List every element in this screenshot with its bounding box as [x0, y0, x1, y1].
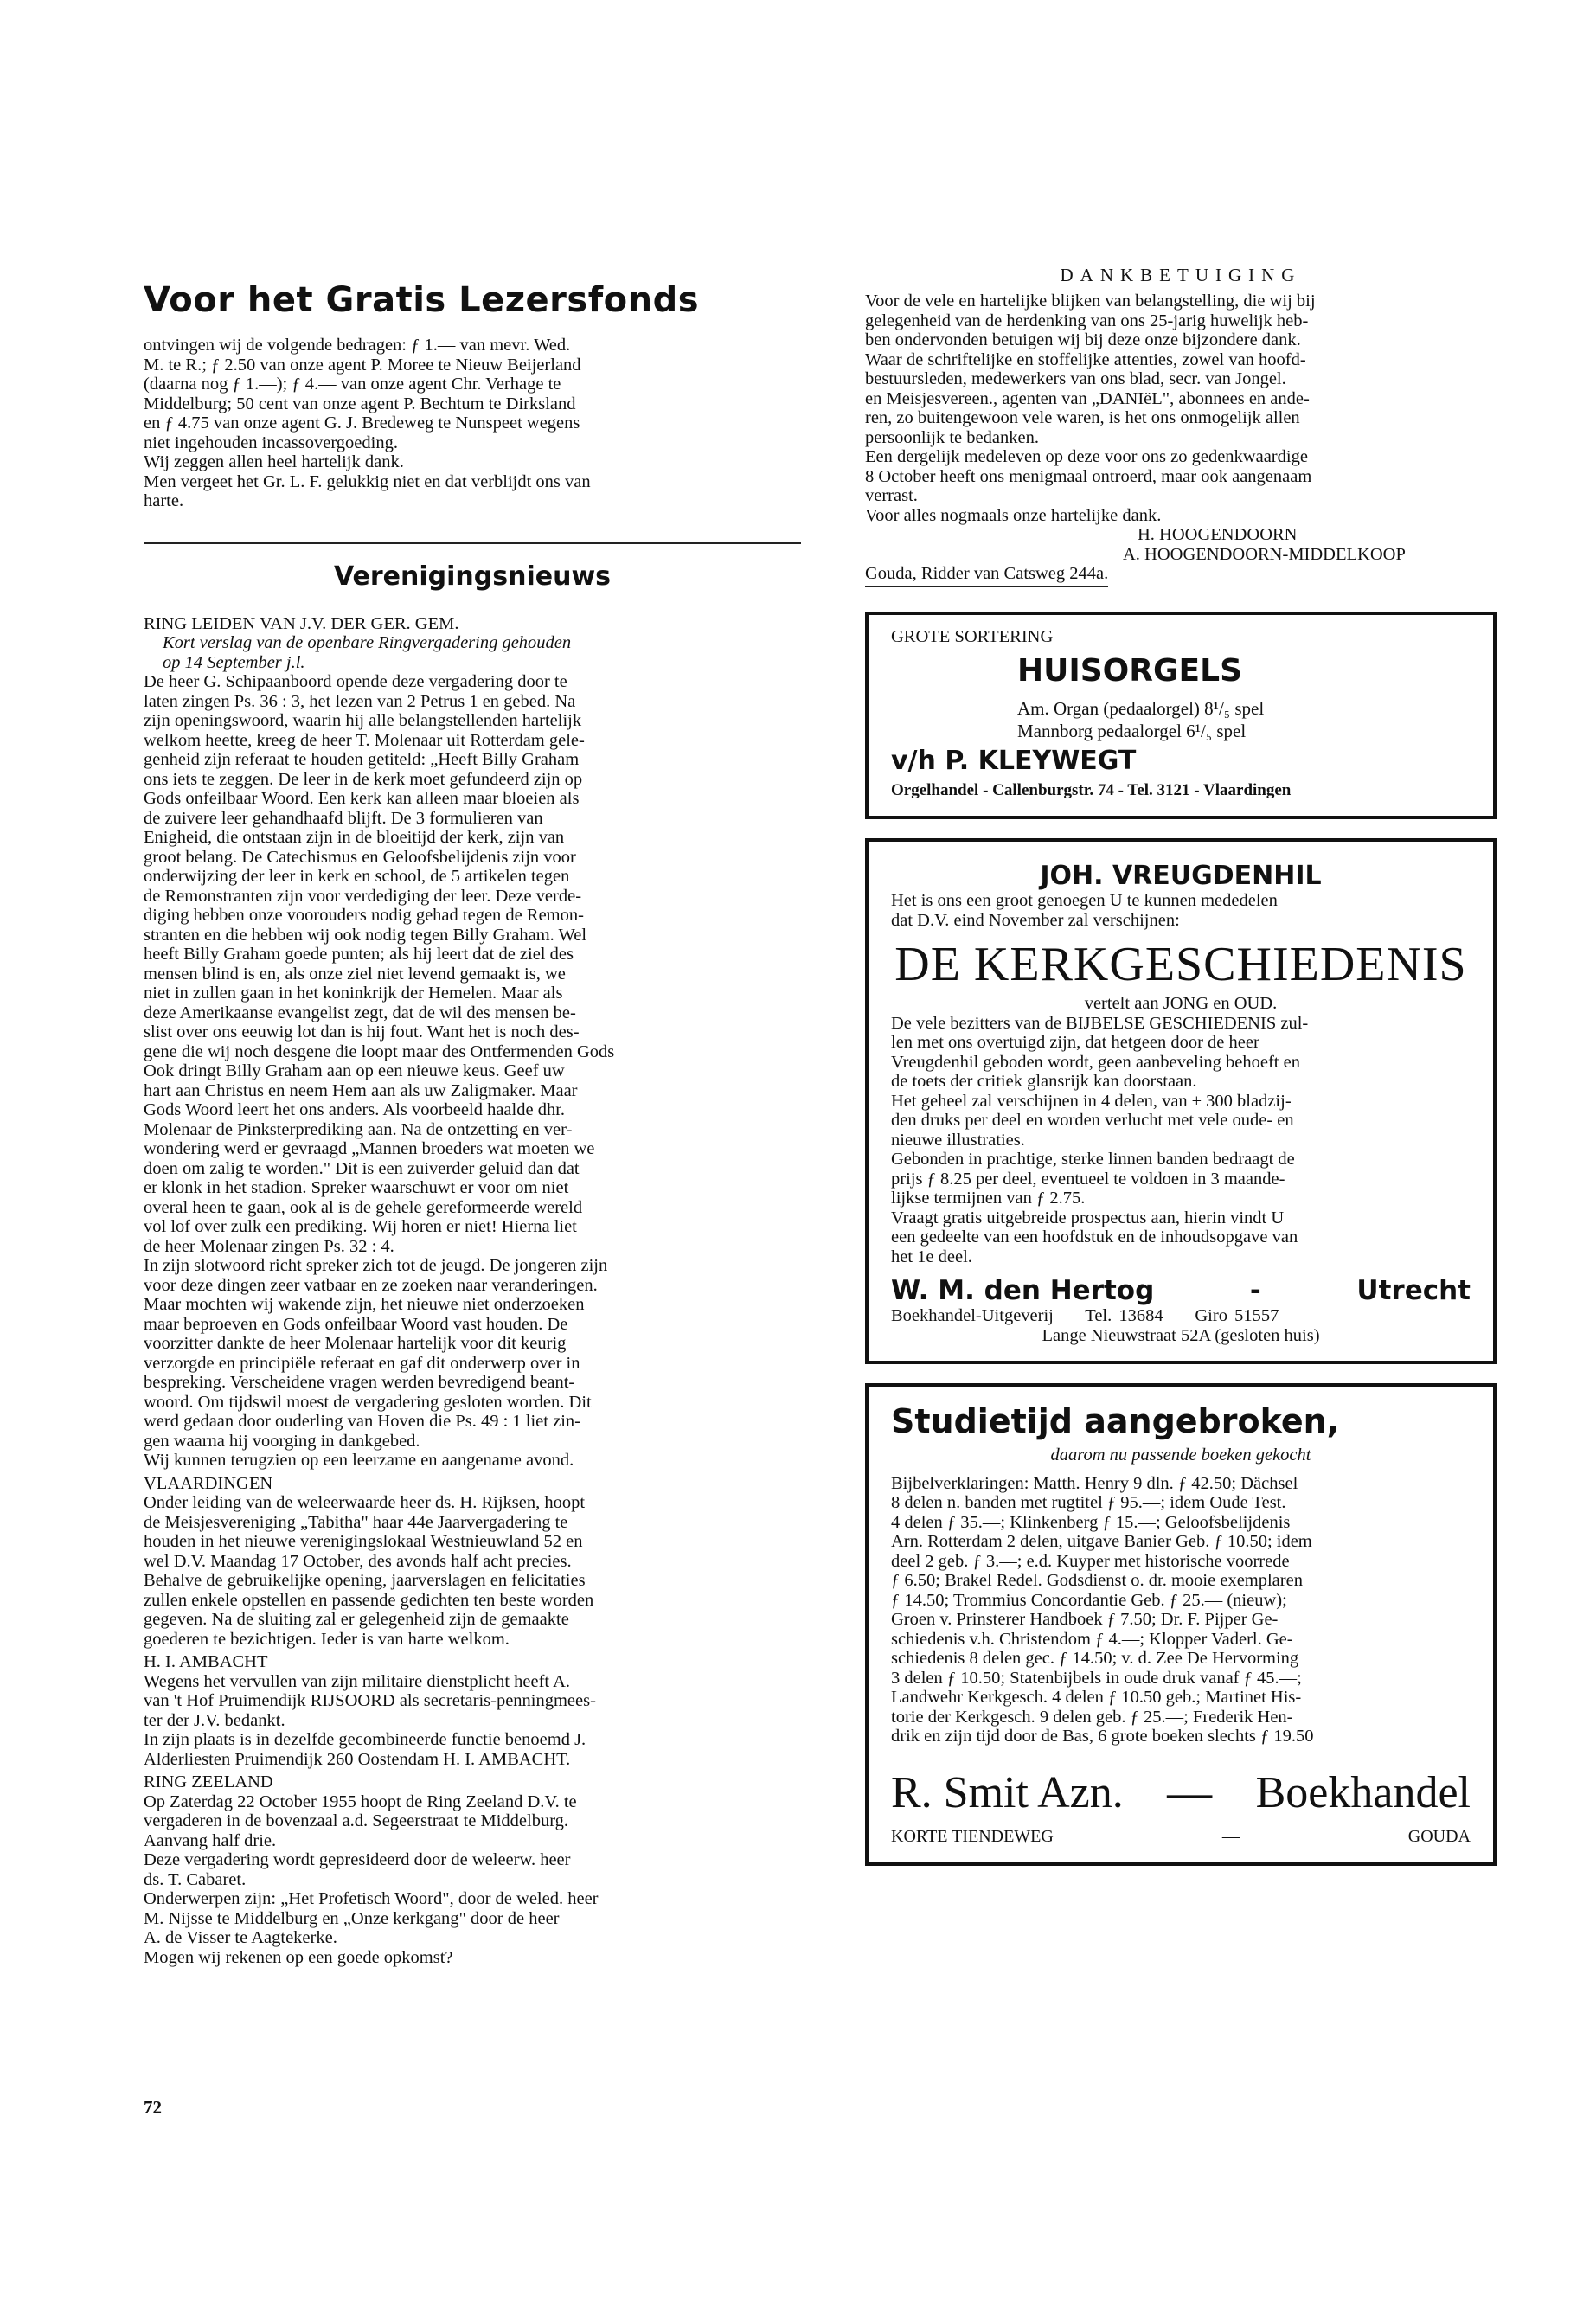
ad-address-row: [891, 1827, 1471, 1847]
text-line: 8 delen n. banden met rugtitel ƒ 95.—; idem Oude Test.: [891, 1493, 1286, 1512]
text-line: deze Amerikaanse evangelist zegt, dat de wil des mensen be-: [144, 1003, 576, 1022]
text-line: M. Nijsse te Middelburg en „Onze kerkgang" door de heer: [144, 1908, 560, 1928]
text-line: overal heen te gaan, ook al is de gehele gereformeerde wereld: [144, 1197, 583, 1217]
ad-item: Am. Organ (pedaalorgel) 8¹/₅ spel: [1017, 698, 1265, 719]
ad-body: [891, 1474, 1471, 1747]
text-line: doen om zalig te worden." Dit is een zuiverder geluid dan dat: [144, 1158, 580, 1178]
text-line: Behalve de gebruikelijke opening, jaarverslagen en felicitaties: [144, 1571, 586, 1590]
text-line: dat D.V. eind November zal verschijnen:: [891, 910, 1180, 930]
text-line: voor deze dingen zeer vatbaar en ze zoeken naar veranderingen.: [144, 1275, 598, 1295]
section-heading: H. I. AMBACHT: [144, 1652, 268, 1671]
text-line: A. de Visser te Aagtekerke.: [144, 1928, 337, 1947]
ring-leiden-section: [144, 614, 801, 1471]
text-line: (daarna nog ƒ 1.—); ƒ 4.— van onze agent Chr. Verhage te: [144, 375, 561, 394]
text-line: deel 2 geb. ƒ 3.—; e.d. Kuyper met historische voorrede: [891, 1551, 1290, 1571]
text-line: en Meisjesvereen., agenten van „DANIëL", abonnees en ande-: [865, 388, 1310, 408]
text-line: heeft Billy Graham goede punten; als hij leert dat de ziel des: [144, 945, 574, 964]
ad-title: DE KERKGESCHIEDENIS: [894, 938, 1467, 991]
ad-address: Orgelhandel - Callenburgstr. 74 - Tel. 3121 - Vlaardingen: [891, 781, 1292, 799]
signature: A. HOOGENDOORN-MIDDELKOOP: [1123, 544, 1406, 564]
text-line: Alderliesten Pruimendijk 260 Oostendam H. I. AMBACHT.: [144, 1749, 571, 1769]
text-line: drik en zijn tijd door de Bas, 6 grote boeken slechts ƒ 19.50: [891, 1727, 1314, 1746]
text-line: niet ingehouden incassovergoeding.: [144, 433, 398, 452]
left-column: [144, 260, 801, 1967]
text-line: 8 October heeft ons menigmaal ontroerd, maar ook aangenaam: [865, 466, 1312, 486]
text-line: gegeven. Na de sluiting zal er gelegenheid zijn de gemaakte: [144, 1610, 569, 1629]
text-line: hart aan Christus en neem Hem aan als uw Zaligmaker. Maar: [144, 1080, 578, 1100]
text-line: ontvingen wij de volgende bedragen: ƒ 1.— van mevr. Wed.: [144, 336, 571, 355]
text-line: Voor alles nogmaals onze hartelijke dank.: [865, 505, 1162, 525]
text-line: Enigheid, die ontstaan zijn in de bloeitijd der kerk, zijn van: [144, 828, 565, 847]
text-line: Wij kunnen terugzien op een leerzame en aangename avond.: [144, 1451, 574, 1470]
text-line: M. te R.; ƒ 2.50 van onze agent P. Moree te Nieuw Beijerland: [144, 355, 581, 375]
text-line: harte.: [144, 491, 184, 510]
dankbetuiging-title: DANKBETUIGING: [1060, 265, 1302, 285]
text-line: groot belang. De Catechismus en Geloofsbelijdenis zijn voor: [144, 847, 576, 867]
ad-street: KORTE TIENDEWEG: [891, 1826, 1054, 1846]
ad-dash: -: [1249, 1275, 1261, 1306]
text-line: Vraagt gratis uitgebreide prospectus aan, hierin vindt U: [891, 1208, 1285, 1227]
text-line: werd gedaan door ouderling van Hoven die Ps. 49 : 1 liet zin-: [144, 1412, 580, 1431]
ad-studietijd: [865, 1383, 1497, 1866]
text-line: schiedenis v.h. Christendom ƒ 4.—; Klopper Vaderl. Ge-: [891, 1629, 1293, 1649]
ad-city: Utrecht: [1356, 1275, 1471, 1306]
text-line: In zijn slotwoord richt spreker zich tot de jeugd. De jongeren zijn: [144, 1256, 608, 1275]
text-line: het 1e deel.: [891, 1247, 972, 1266]
text-line: De vele bezitters van de BIJBELSE GESCHIEDENIS zul-: [891, 1013, 1309, 1033]
text-line: verzorgde en principiële referaat en gaf dit onderwerp over in: [144, 1353, 580, 1373]
section-heading: VLAARDINGEN: [144, 1473, 273, 1493]
text-line: Deze vergadering wordt gepresideerd door de weleerw. heer: [144, 1850, 571, 1869]
text-line: de Meisjesvereniging „Tabitha" haar 44e Jaarvergadering te: [144, 1512, 568, 1532]
ad-item: Mannborg pedaalorgel 6¹/₅ spel: [1017, 721, 1247, 741]
text-line: Wegens het vervullen van zijn militaire dienstplicht heeft A.: [144, 1671, 571, 1691]
text-line: vergaderen in de bovenzaal a.d. Segeerstraat te Middelburg.: [144, 1811, 569, 1830]
text-line: Aanvang half drie.: [144, 1830, 277, 1850]
text-line: een gedeelte van een hoofdstuk en de inhoudsopgave van: [891, 1227, 1298, 1247]
text-line: Mogen wij rekenen op een goede opkomst?: [144, 1947, 453, 1967]
text-line: Bijbelverklaringen: Matth. Henry 9 dln. ƒ 42.50; Dächsel: [891, 1473, 1298, 1493]
text-line: ons iets te zeggen. De leer in de kerk moet gefundeerd zijn op: [144, 769, 583, 789]
verenigingsnieuws-title: Verenigingsnieuws: [333, 561, 612, 592]
hi-ambacht-section: [144, 1652, 801, 1769]
text-line: In zijn plaats is in dezelfde gecombineerde functie benoemd J.: [144, 1730, 586, 1749]
text-line: van 't Hof Pruimendijk RIJSOORD als secretaris-penningmees-: [144, 1691, 596, 1710]
text-line: wondering werd er gevraagd „Mannen broeders wat moeten we: [144, 1139, 595, 1158]
text-line: houden in het nieuwe verenigingslokaal Westnieuwland 52 en: [144, 1532, 583, 1551]
hi-ambacht-body: [144, 1672, 801, 1770]
text-line: er klonk in het stadion. Spreker waarschuwt er voor om niet: [144, 1178, 569, 1197]
text-line: wel D.V. Maandag 17 October, des avonds half acht precies.: [144, 1551, 572, 1571]
text-line: vol lof over zulk een prediking. Wij horen er niet! Hierna liet: [144, 1217, 577, 1236]
text-line: Waar de schriftelijke en stoffelijke attenties, zowel van hoofd-: [865, 349, 1306, 369]
text-line: goederen te bezichtigen. Ieder is van harte welkom.: [144, 1629, 510, 1649]
text-line: Middelburg; 50 cent van onze agent P. Bechtum te Dirksland: [144, 394, 576, 413]
text-line: de heer Molenaar zingen Ps. 32 : 4.: [144, 1236, 394, 1256]
dankbetuiging-address: Gouda, Ridder van Catsweg 244a.: [865, 564, 1108, 587]
text-line: Voor de vele en hartelijke blijken van belangstelling, die wij bij: [865, 292, 1316, 311]
ad-contact: Boekhandel-Uitgeverij — Tel. 13684 — Giro 51557: [891, 1306, 1279, 1325]
signature: H. HOOGENDOORN: [1138, 525, 1298, 544]
text-line: laten zingen Ps. 36 : 3, het lezen van 2 Petrus 1 en gebed. Na: [144, 691, 576, 711]
text-line: Maar mochten wij wakende zijn, het nieuwe niet onderzoeken: [144, 1295, 585, 1314]
text-line: zijn openingswoord, waarin hij alle belangstellenden hartelijk: [144, 711, 582, 730]
text-line: Vreugdenhil geboden wordt, geen aanbeveling behoeft en: [891, 1052, 1300, 1072]
text-line: Onder leiding van de weleerwaarde heer ds. H. Rijksen, hoopt: [144, 1493, 586, 1512]
ring-leiden-body: [144, 672, 801, 1471]
text-line: Op Zaterdag 22 October 1955 hoopt de Ring Zeeland D.V. te: [144, 1791, 577, 1811]
ad-huisorgels: [865, 612, 1497, 820]
text-line: Onderwerpen zijn: „Het Profetisch Woord", door de weled. heer: [144, 1889, 599, 1908]
vlaardingen-section: [144, 1474, 801, 1650]
text-line: gen waarna hij voorging in dankgebed.: [144, 1431, 420, 1451]
text-line: Arn. Rotterdam 2 delen, uitgave Banier Geb. ƒ 10.50; idem: [891, 1532, 1312, 1551]
text-line: 3 delen ƒ 10.50; Statenbijbels in oude druk vanaf ƒ 45.—;: [891, 1668, 1302, 1688]
text-line: bestuursleden, medewerkers van ons blad, secr. van Jongel.: [865, 369, 1286, 388]
ad-shop-type: Boekhandel: [1255, 1767, 1471, 1817]
text-line: ƒ 14.50; Trommius Concordantie Geb. ƒ 25.— (nieuw);: [891, 1590, 1287, 1610]
text-line: gelegenheid van de herdenking van ons 25-jarig huwelijk heb-: [865, 311, 1309, 330]
text-line: lijkse termijnen van ƒ 2.75.: [891, 1189, 1086, 1208]
text-line: den druks per deel en worden verlucht met vele oude- en: [891, 1111, 1294, 1130]
page-number: 72: [144, 2097, 162, 2118]
text-line: schiedenis 8 delen gec. ƒ 14.50; v. d. Zee De Hervorming: [891, 1649, 1299, 1668]
text-line: Kort verslag van de openbare Ringvergadering gehouden: [163, 633, 572, 652]
text-line: Men vergeet het Gr. L. F. gelukkig niet en dat verblijdt ons van: [144, 471, 591, 491]
text-line: welkom heette, kreeg de heer T. Molenaar uit Rotterdam gele-: [144, 730, 585, 750]
text-line: ter der J.V. bedankt.: [144, 1710, 285, 1730]
text-line: stranten en die hebben wij ook nodig tegen Billy Graham. Wel: [144, 925, 587, 945]
ad-body: [891, 1014, 1471, 1267]
text-line: Het geheel zal verschijnen in 4 delen, van ± 300 bladzij-: [891, 1091, 1292, 1111]
ad-firm: v/h P. KLEYWEGT: [891, 746, 1137, 776]
text-line: de toets der critiek glansrijk kan doorstaan.: [891, 1072, 1197, 1091]
text-line: Gods Woord leert het ons anders. Als voorbeeld haalde dhr.: [144, 1100, 566, 1119]
text-line: De heer G. Schipaanboord opende deze vergadering door te: [144, 672, 567, 691]
ring-zeeland-body: [144, 1792, 801, 1968]
text-line: ds. T. Cabaret.: [144, 1869, 247, 1889]
right-column: [865, 260, 1497, 1866]
text-line: Groen v. Prinsterer Handboek ƒ 7.50; Dr. F. Pijper Ge-: [891, 1610, 1279, 1629]
text-line: voorzitter dankte de heer Molenaar hartelijk voor dit keurig: [144, 1334, 567, 1353]
lezersfonds-body: [144, 336, 801, 511]
ad-intro: GROTE SORTERING: [891, 626, 1054, 646]
text-line: slist over ons eeuwig lot dan is hij fout. Want het is noch des-: [144, 1022, 580, 1042]
text-line: ren, zo buitengewoon vele waren, is het ons onmogelijk allen: [865, 408, 1300, 427]
ad-shop-name: R. Smit Azn.: [891, 1767, 1124, 1817]
text-line: Gods onfeilbaar Woord. Een kerk kan alleen maar bloeien als: [144, 789, 580, 808]
text-line: woord. Om tijdswil moest de vergadering gesloten worden. Dit: [144, 1392, 592, 1412]
dankbetuiging-body: [865, 292, 1497, 525]
ad-title: Studietijd aangebroken,: [891, 1402, 1340, 1440]
text-line: ƒ 6.50; Brakel Redel. Godsdienst o. dr. mooie exemplaren: [891, 1571, 1303, 1590]
ad-subtitle: vertelt aan JONG en OUD.: [1084, 994, 1278, 1013]
text-line: Een dergelijk medeleven op deze voor ons zo gedenkwaardige: [865, 447, 1308, 466]
text-line: Wij zeggen allen heel hartelijk dank.: [144, 452, 404, 471]
text-line: onderwijzing der leer in kerk en school, de 5 artikelen tegen: [144, 867, 570, 886]
ad-kerkgeschiedenis: [865, 838, 1497, 1364]
text-line: mensen blind is en, als onze ziel niet levend gemaakt is, we: [144, 964, 566, 984]
text-line: Molenaar de Pinksterprediking aan. Na de ontzetting en ver-: [144, 1119, 573, 1139]
text-line: gene die wij noch desgene die loopt maar des Ontfermenden Gods: [144, 1042, 615, 1061]
text-line: de zuivere leer gehandhaafd blijft. De 3 formulieren van: [144, 808, 543, 828]
section-heading: RING ZEELAND: [144, 1772, 273, 1791]
text-line: 4 delen ƒ 35.—; Klinkenberg ƒ 15.—; Geloofsbelijdenis: [891, 1512, 1291, 1532]
text-line: maar beproeven en Gods onfeilbaar Woord vast houden. De: [144, 1314, 568, 1334]
text-line: len met ons overtuigd zijn, dat hetgeen door de heer: [891, 1033, 1259, 1052]
ad-shop-row: [891, 1767, 1471, 1818]
ad-author: JOH. VREUGDENHIL: [1040, 861, 1322, 891]
text-line: Het is ons een groot genoegen U te kunnen mededelen: [891, 891, 1278, 910]
ad-dash: —: [1167, 1767, 1213, 1817]
text-line: diging hebben onze voorouders nodig gehad tegen de Remon-: [144, 906, 584, 925]
ad-title: HUISORGELS: [1017, 653, 1243, 689]
text-line: de Remonstranten zijn voor verdediging der leer. Deze verde-: [144, 886, 582, 906]
text-line: Ook dringt Billy Graham aan op een nieuwe keus. Geef uw: [144, 1061, 565, 1080]
ad-subtitle: daarom nu passende boeken gekocht: [1050, 1445, 1311, 1465]
vlaardingen-body: [144, 1493, 801, 1649]
text-line: torie der Kerkgesch. 9 delen geb. ƒ 25.—; Frederik Hen-: [891, 1707, 1293, 1727]
text-line: niet in zullen gaan in het koninkrijk der Hemelen. Maar als: [144, 984, 563, 1003]
text-line: Gebonden in prachtige, sterke linnen banden bedraagt de: [891, 1150, 1295, 1169]
ad-publisher: W. M. den Hertog: [891, 1275, 1155, 1306]
section-heading: RING LEIDEN VAN J.V. DER GER. GEM.: [144, 613, 459, 633]
text-line: bespreking. Verscheidene vragen werden bevredigend beant-: [144, 1373, 575, 1392]
text-line: verrast.: [865, 486, 918, 505]
text-line: persoonlijk te bedanken.: [865, 427, 1039, 447]
text-line: ben ondervonden betuigen wij bij deze onze bijzondere dank.: [865, 330, 1301, 349]
ring-zeeland-section: [144, 1772, 801, 1967]
ad-dash: —: [1221, 1826, 1240, 1846]
ad-city: GOUDA: [1407, 1826, 1471, 1846]
text-line: op 14 September j.l.: [163, 652, 305, 672]
ad-street: Lange Nieuwstraat 52A (gesloten huis): [1042, 1325, 1320, 1345]
section-divider: [144, 542, 801, 544]
text-line: genheid zijn referaat te houden getiteld: „Heeft Billy Graham: [144, 750, 580, 769]
text-line: zullen enkele opstellen en passende gedichten ten beste worden: [144, 1590, 594, 1610]
text-line: nieuwe illustraties.: [891, 1130, 1025, 1150]
text-line: prijs ƒ 8.25 per deel, eventueel te voldoen in 3 maande-: [891, 1169, 1285, 1189]
lezersfonds-title: Voor het Gratis Lezersfonds: [144, 280, 700, 320]
text-line: Landwehr Kerkgesch. 4 delen ƒ 10.50 geb.; Martinet His-: [891, 1688, 1302, 1707]
text-line: en ƒ 4.75 van onze agent G. J. Bredeweg te Nunspeet wegens: [144, 413, 580, 433]
ad-publisher-row: [891, 1275, 1471, 1306]
